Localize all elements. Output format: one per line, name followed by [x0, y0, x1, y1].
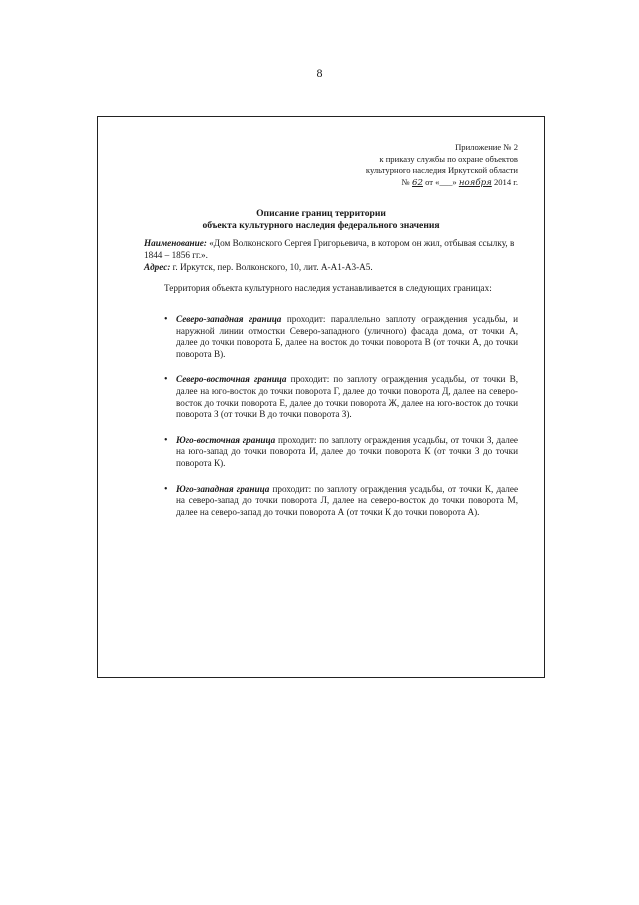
boundary-text: проходит: по заплоту ограждения усадьбы, от точки В, далее на юго-восток до точки поворота Г, далее до точки поворота Д, далее на северо-восток до точки поворота Е, далее до точки поворота Ж, далее на юго-восток до точки поворота З (от точки В до точки поворота З).: [176, 374, 519, 420]
appendix-number: Приложение № 2: [455, 142, 518, 152]
order-year: 2014 г.: [493, 176, 518, 187]
boundary-label: Северо-западная граница: [176, 314, 282, 324]
object-address: [144, 262, 518, 274]
boundary-text: проходит: по заплоту ограждения усадьбы, от точки К, далее на северо-запад до точки поворота Л, далее на северо-восток до точки поворота М, далее на северо-запад до точки поворота А (от точки К до точки поворота А).: [176, 483, 519, 517]
boundary-item-northeast: [164, 374, 518, 420]
boundary-item-northwest: [164, 314, 518, 360]
document-title: [98, 208, 544, 232]
boundary-item-southeast: [164, 435, 518, 470]
page-number: 8: [316, 66, 323, 80]
boundary-list: [164, 314, 518, 518]
boundary-text: проходит: параллельно заплоту ограждения усадьбы, и наружной линии отмостки Северо-западного (уличного) фасада дома, от точки А, далее до точки поворота Б, далее на восток до точки поворота В (от точки А, до точки поворота В).: [176, 314, 519, 359]
object-meta: [144, 238, 518, 273]
boundary-label: Юго-западная граница: [176, 483, 270, 494]
boundary-label: Северо-восточная граница: [176, 374, 287, 385]
document-frame: [97, 116, 545, 678]
appendix-header: [366, 142, 518, 189]
object-address-label: Адрес:: [144, 261, 171, 272]
object-name-label: Наименование:: [144, 238, 207, 248]
appendix-authority: культурного наследия Иркутской области: [365, 165, 518, 176]
boundary-text: проходит: по заплоту ограждения усадьбы, от точки З, далее на юго-запад до точки поворота И, далее до точки поворота К (от точки З до точки поворота К).: [176, 434, 518, 468]
object-name: [144, 238, 518, 262]
object-address-value: г. Иркутск, пер. Волконского, 10, лит. А-А1-А3-А5.: [172, 261, 373, 272]
boundary-label: Юго-восточная граница: [176, 434, 276, 445]
appendix-order-details: [366, 177, 518, 190]
appendix-order-ref: к приказу службы по охране объектов: [379, 153, 518, 164]
object-name-value: «Дом Волконского Сергея Григорьевича, в котором он жил, отбывая ссылку, в 1844 – 1856 гг.».: [144, 238, 515, 260]
order-number: 62: [412, 177, 423, 188]
order-number-prefix: №: [401, 176, 410, 187]
order-month: ноября: [458, 177, 492, 188]
order-date-prefix: от «___»: [425, 176, 457, 187]
intro-paragraph: Территория объекта культурного наследия устанавливается в следующих границах:: [164, 283, 492, 293]
title-line-2: объекта культурного наследия федерального значения: [202, 220, 440, 231]
title-line-1: Описание границ территории: [256, 208, 386, 219]
boundary-item-southwest: [164, 484, 518, 519]
